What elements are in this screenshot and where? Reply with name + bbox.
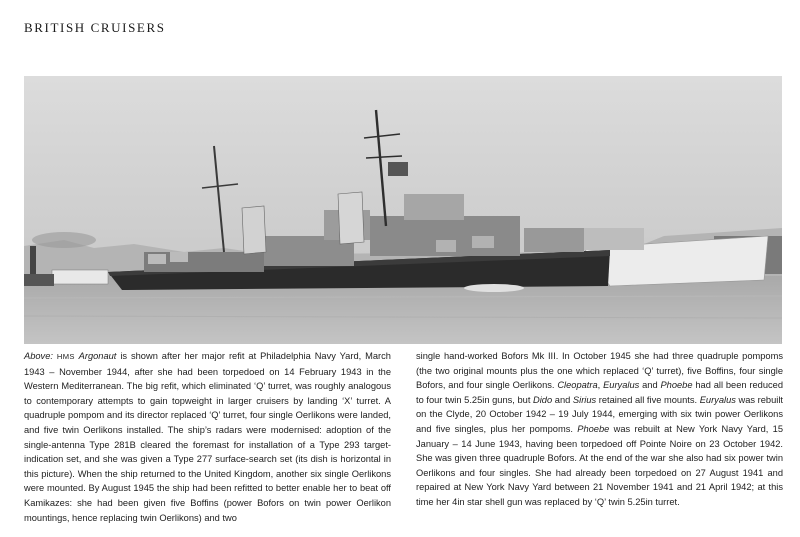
ship-illustration (24, 76, 782, 344)
caption-and-2: and (552, 394, 573, 405)
ship-photograph (24, 76, 782, 344)
ship-name-cleopatra: Cleopatra (557, 380, 598, 391)
caption-left-paragraph (24, 349, 391, 525)
ship-name-sirius: Sirius (572, 394, 597, 405)
caption-left-column (24, 349, 391, 525)
ship-name-euryalus: Euryalus (603, 380, 640, 391)
ship-name-phoebe-2: Phoebe (577, 423, 610, 434)
caption-left-text: is shown after her major refit at Philadelphia Navy Yard, March 1943 – November 1944, after she had been torpedoed on 14 February 1943 in the Western Mediterranean. The big refit, which eliminated ‘Q’ turret, was roughly analogous to contemporary attempts to gain topweight in larger cruisers by landing ‘X’ turret. A quadruple pompom and its director replaced ‘Q’ turret, four single Oerlikons were landed, and five twin Oerlikons installed. The ship’s radars were modernised: adoption of the single-antenna Type 281B cleared the foremast for installation of a Type 293 target-indication set, and she was given a Type 277 surface-search set (its dish is horizontal in this picture). When the ship returned to the United Kingdom, another six single Oerlikons were mounted. By August 1945 the ship had been refitted to better enable her to beat off Kamikazes: she had been given five Boffins (power Bofors on twin power Oerlikon mountings, hence replacing twin Oerlikons) and two (24, 351, 391, 523)
caption-right-column (416, 349, 783, 510)
ship-name: Argonaut (78, 351, 117, 361)
running-head: BRITISH CRUISERS (24, 20, 166, 35)
ship-prefix: HMS (56, 352, 75, 361)
caption-right-text-d: was rebuilt on the Clyde, 20 October 1942 – 19 July 1944, emerging with six twin power Oerlikons and five singles, plus her pompoms. (416, 394, 783, 434)
caption-right-text-c: retained all five mounts. (596, 394, 700, 405)
caption-right-paragraph (416, 349, 783, 510)
caption-lead: Above: (24, 351, 53, 361)
caption-right-text-e: was rebuilt at New York Navy Yard, 15 January – 14 June 1943, having been torpedoed off Pointe Noire on 23 October 1942. She was given three quadruple Bofors. At the end of the war she also had six power twin Oerlikons and four singles. She had already been torpedoed on 27 August 1941 and repaired at New York Navy Yard between 21 November 1941 and 21 April 1942; at this time her 4in star shell gun was replaced by ‘Q’ twin 5.25in turret. (416, 423, 783, 507)
ship-name-euryalus-2: Euryalus (699, 394, 736, 405)
ship-name-dido: Dido (533, 394, 553, 405)
caption-right-text-b: had all been reduced to four twin 5.25in guns, but (416, 380, 783, 405)
caption-and: and (639, 380, 661, 391)
ship-name-phoebe: Phoebe (660, 380, 693, 391)
caption-comma: , (597, 380, 604, 391)
caption-right-text-a: single hand-worked Bofors Mk III. In October 1945 she had three quadruple pompoms (the two original mounts plus the one which replaced ‘Q’ turret), five Boffins, four single Bofors, and four single Oerlikons. (416, 351, 783, 391)
